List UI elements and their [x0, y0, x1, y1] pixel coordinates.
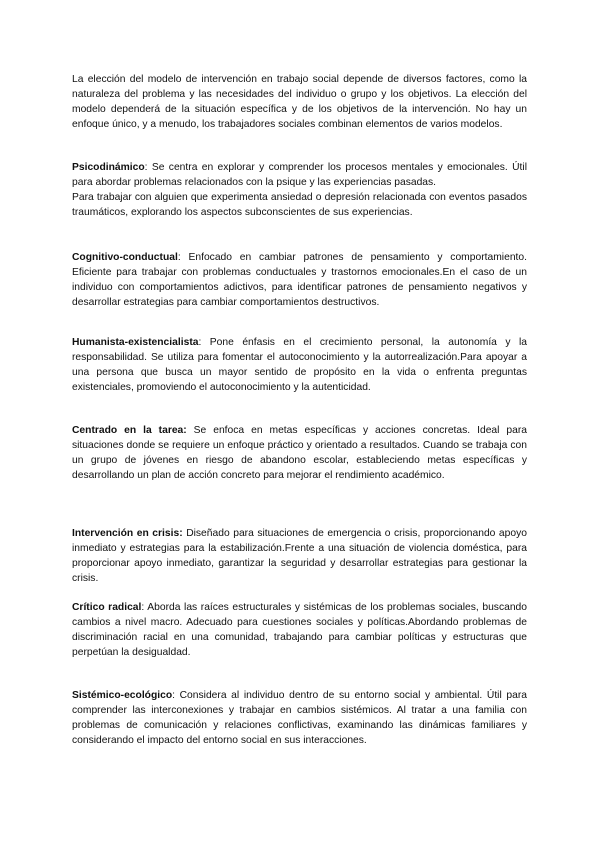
section-heading: Psicodinámico [72, 162, 145, 173]
section-body: : Aborda las raíces estructurales y sistémicas de los problemas sociales, buscando cambios a nivel macro. Adecuado para cuestiones sociales y políticas.Abordando problemas de discriminación racial en una comunidad, trabajando para cambiar políticas y estructuras que perpetúan la desigualdad. [72, 602, 527, 658]
intro-paragraph [72, 72, 527, 132]
section-centrado-en-la-tarea [72, 423, 527, 483]
section-body: : Considera al individuo dentro de su entorno social y ambiental. Útil para comprender las interconexiones y trabajar en cambios sistémicos. Al tratar a una familia con problemas de comunicación y relaciones conflictivas, examinando las dinámicas familiares y considerando el impacto del entorno social en sus interacciones. [72, 690, 527, 746]
section-paragraph [72, 526, 527, 586]
section-paragraph [72, 423, 527, 483]
section-body: Diseñado para situaciones de emergencia o crisis, proporcionando apoyo inmediato y estrategias para la estabilización.Frente a una situación de violencia doméstica, para proporcionar apoyo inmediato, garantizar la seguridad y desarrollar estrategias para gestionar la crisis. [72, 528, 527, 584]
section-example: Para trabajar con alguien que experimenta ansiedad o depresión relacionada con eventos pasados traumáticos, explorando los aspectos subconscientes de sus experiencias. [72, 192, 527, 218]
section-critico-radical [72, 600, 527, 660]
section-psicodinamico [72, 160, 527, 220]
section-body: Se enfoca en metas específicas y acciones concretas. Ideal para situaciones donde se requiere un enfoque práctico y orientado a resultados. Cuando se trabaja con un grupo de jóvenes en riesgo de abandono escolar, estableciendo metas específicas y desarrollando un plan de acción concreto para mejorar el rendimiento académico. [72, 425, 527, 481]
section-paragraph [72, 600, 527, 660]
section-paragraph [72, 160, 527, 190]
section-heading: Crítico radical [72, 602, 142, 613]
section-body: : Pone énfasis en el crecimiento personal, la autonomía y la responsabilidad. Se utiliza para fomentar el autoconocimiento y la autorrealización.Para apoyar a una persona que busca un mayor sentido de propósito en la vida o enfrenta preguntas existenciales, promoviendo el autoconocimiento y la autenticidad. [72, 337, 527, 393]
section-heading: Centrado en la tarea: [72, 425, 187, 436]
section-body: : Enfocado en cambiar patrones de pensamiento y comportamiento. Eficiente para trabajar con problemas conductuales y trastornos emocionales.En el caso de un individuo con comportamientos adictivos, para identificar patrones de pensamiento negativos y desarrollar estrategias para cambiar comportamientos destructivos. [72, 252, 527, 308]
section-paragraph [72, 688, 527, 748]
section-intervencion-en-crisis [72, 526, 527, 586]
section-heading: Sistémico-ecológico [72, 690, 173, 701]
section-paragraph [72, 335, 527, 395]
section-sistemico-ecologico [72, 688, 527, 748]
section-heading: Intervención en crisis: [72, 528, 183, 539]
section-heading: Cognitivo-conductual [72, 252, 178, 263]
section-heading: Humanista-existencialista [72, 337, 199, 348]
section-body: : Se centra en explorar y comprender los procesos mentales y emocionales. Útil para abordar problemas relacionados con la psique y las experiencias pasadas. [72, 162, 527, 188]
section-cognitivo-conductual [72, 250, 527, 310]
intro-text: La elección del modelo de intervención en trabajo social depende de diversos factores, como la naturaleza del problema y las necesidades del individuo o grupo y los objetivos. La elección del modelo dependerá de la situación específica y de los objetivos de la intervención. No hay un enfoque único, y a menudo, los trabajadores sociales combinan elementos de varios modelos. [72, 74, 527, 130]
section-paragraph [72, 250, 527, 310]
section-humanista-existencialista [72, 335, 527, 395]
